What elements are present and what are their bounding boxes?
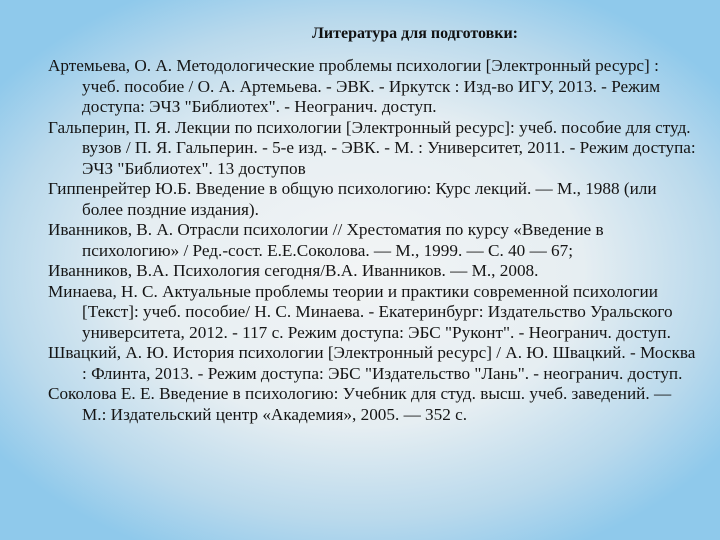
- reference-item: Артемьева, О. А. Методологические проблемы психологии [Электронный ресурс] : учеб. пособие / О. А. Артемьева. - ЭВК. - Иркутск : Изд-во ИГУ, 2013. - Режим доступа: ЭЧЗ "Библиотех". - Неогранич. доступ.: [48, 56, 661, 116]
- reference-item: Иванников, В.А. Психология сегодня/В.А. Иванников. — М., 2008.: [48, 261, 539, 280]
- reference-item: Минаева, Н. С. Актуальные проблемы теории и практики современной психологии [Текст]: учеб. пособие/ Н. С. Минаева. - Екатеринбург: Издательство Уральского университета, 2012. - 117 с. Режим доступа: ЭБС "Руконт". - Неогранич. доступ.: [48, 281, 673, 342]
- reference-list: [48, 56, 698, 425]
- reference-item: Гальперин, П. Я. Лекции по психологии [Электронный ресурс]: учеб. пособие для студ. вузов / П. Я. Гальперин. - 5-е изд. - ЭВК. - М. : Университет, 2011. - Режим доступа: ЭЧЗ "Библиотех". 13 доступов: [48, 117, 696, 178]
- slide-title: Литература для подготовки:: [311, 25, 519, 42]
- reference-item: Швацкий, А. Ю. История психологии [Электронный ресурс] / А. Ю. Швацкий. - Москва : Флинта, 2013. - Режим доступа: ЭБС "Издательство "Лань". - неогранич. доступ.: [48, 343, 696, 383]
- reference-item: Соколова Е. Е. Введение в психологию: Учебник для студ. высш. учеб. заведений. — М.: Издательский центр «Академия», 2005. — 352 с.: [48, 384, 672, 424]
- reference-item: Иванников, В. А. Отрасли психологии // Хрестоматия по курсу «Введение в психологию» / Ред.-сост. Е.Е.Соколова. — М., 1999. — С. 40 — 67;: [48, 220, 604, 260]
- reference-item: Гиппенрейтер Ю.Б. Введение в общую психологию: Курс лекций. — М., 1988 (или более поздние издания).: [48, 179, 657, 219]
